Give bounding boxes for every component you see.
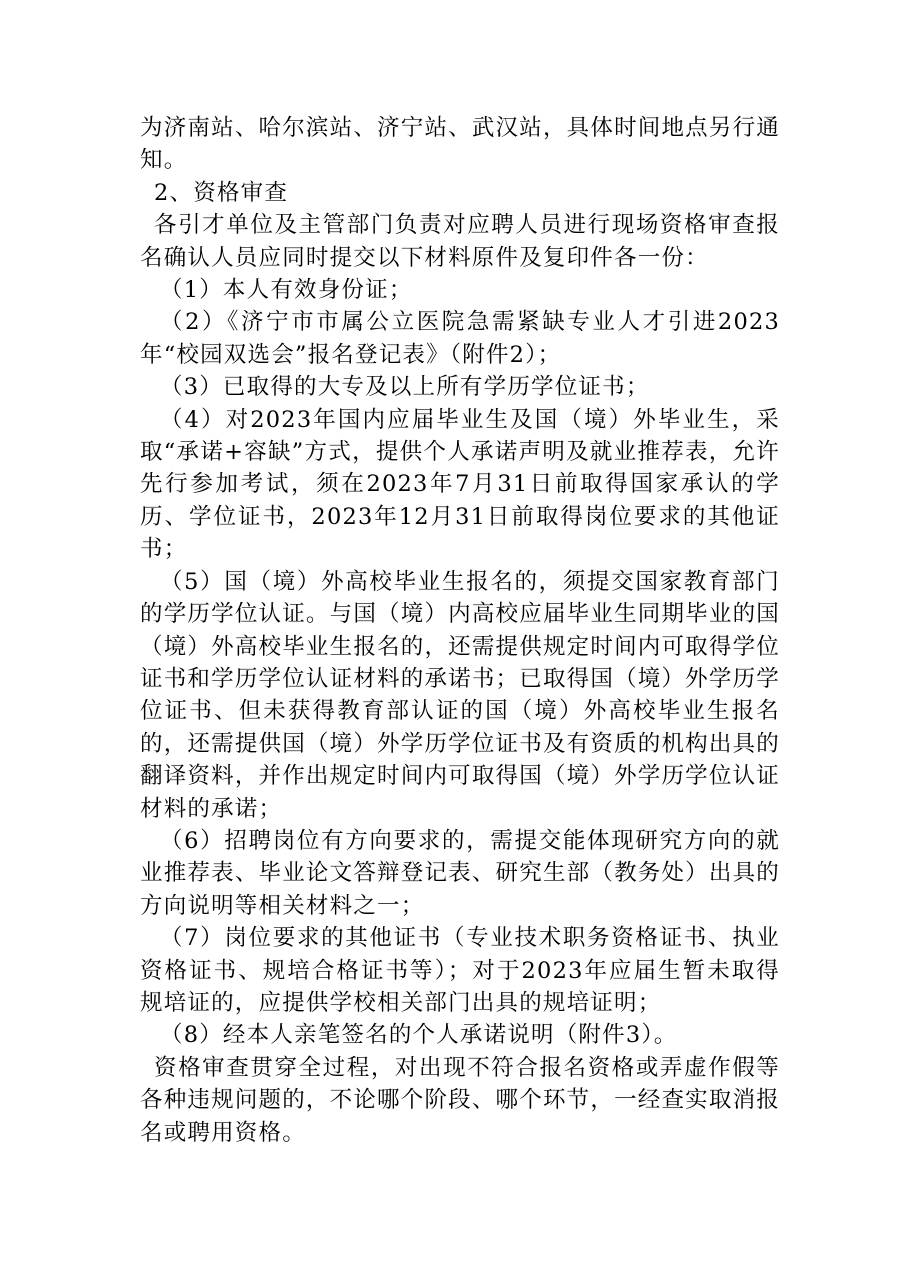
document-body bbox=[140, 112, 780, 1149]
list-item-5: （5）国（境）外高校毕业生报名的，须提交国家教育部门的学历学位认证。与国（境）内高校应届毕业生同期毕业的国（境）外高校毕业生报名的，还需提供规定时间内可取得学位证书和学历学位认证材料的承诺书；已取得国（境）外学历学位证书、但未获得教育部认证的国（境）外高校毕业生报名的，还需提供国（境）外学历学位证书及有资质的机构出具的翻译资料，并作出规定时间内可取得国（境）外学历学位认证材料的承诺； bbox=[140, 568, 780, 822]
list-item-1: （1）本人有效身份证； bbox=[160, 277, 413, 304]
list-item-4: （4）对2023年国内应届毕业生及国（境）外毕业生，采取“承诺+容缺”方式，提供个人承诺声明及就业推荐表，允许先行参加考试，须在2023年7月31日前取得国家承认的学历、学位证书，2023年12月31日前取得岗位要求的其他证书； bbox=[140, 406, 780, 563]
section-heading-qualification-review: 2、资格审查 bbox=[154, 179, 289, 206]
paragraph-continuation: 为济南站、哈尔滨站、济宁站、武汉站，具体时间地点另行通知。 bbox=[140, 115, 780, 174]
list-item-3: （3）已取得的大专及以上所有学历学位证书； bbox=[160, 374, 650, 401]
list-item-2: （2）《济宁市市属公立医院急需紧缺专业人才引进2023年“校园双选会”报名登记表》（附件2）； bbox=[140, 309, 780, 368]
list-item-8: （8）经本人亲笔签名的个人承诺说明（附件3）。 bbox=[160, 1022, 678, 1049]
list-item-6: （6）招聘岗位有方向要求的，需提交能体现研究方向的就业推荐表、毕业论文答辩登记表、研究生部（教务处）出具的方向说明等相关材料之一； bbox=[140, 827, 780, 919]
list-item-7: （7）岗位要求的其他证书（专业技术职务资格证书、执业资格证书、规培合格证书等）；对于2023年应届生暂未取得规培证的，应提供学校相关部门出具的规培证明； bbox=[140, 925, 780, 1016]
paragraph-review-intro: 各引才单位及主管部门负责对应聘人员进行现场资格审查报名确认人员应同时提交以下材料原件及复印件各一份： bbox=[140, 212, 780, 271]
paragraph-review-throughout: 资格审查贯穿全过程，对出现不符合报名资格或弄虚作假等各种违规问题的，不论哪个阶段、哪个环节，一经查实取消报名或聘用资格。 bbox=[140, 1054, 780, 1146]
